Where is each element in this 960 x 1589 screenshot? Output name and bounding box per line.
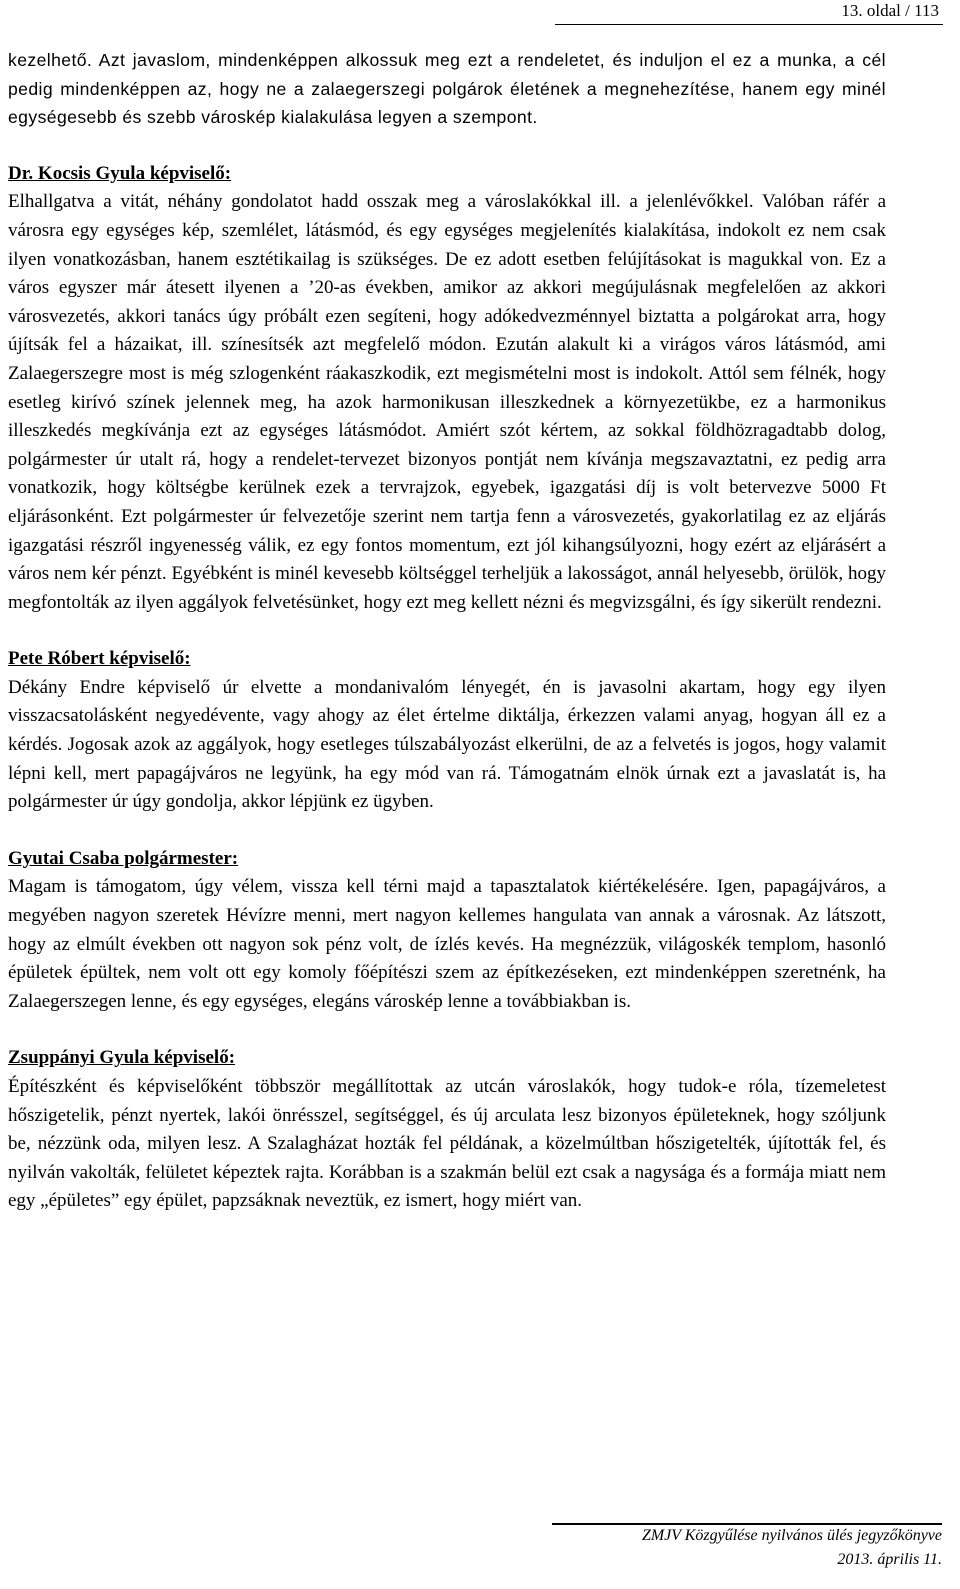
speech-paragraph: Elhallgatva a vitát, néhány gondolatot hadd osszak meg a városlakókkal ill. a jelenlévőkkel. Valóban ráfér a városra egy egységes kép, szemlélet, látásmód, és egy egységes megjelenítés kialakítása, indokolt ez nem csak ilyen vonatkozásban, hanem esztétikailag is szükséges. De ez adott esetben felújításokat is magukkal von. Ez a város egyszer már átesett ilyenen a ’20-as években, amikor az akkori megújulásnak megfelelően az akkori városvezetés, akkori tanács úgy próbált ezen segíteni, hogy adókedvezménnyel biztatta a polgárokat arra, hogy újítsák fel a házaikat, ill. színesítsék azt megfelelő módon. Ezután alakult ki a virágos város látásmód, ami Zalaegerszegre most is még szlogenként ráakaszkodik, ezt megismételni most is indokolt. Attól sem félnék, hogy esetleg kirívó színek jelennek meg, ha azok harmonikusan illeszkednek a környezetükbe, ez a harmonikus illeszkedés megkívánja ezt az egységes látásmódot. Amiért szót kértem, az sokkal földhözragadtabb dolog, polgármester úr utalt rá, hogy a rendelet-tervezet bizonyos pontját nem kívánja megszavaztatni, ez pedig arra vonatkozik, hogy költségbe kerülnek ezek a tervrajzok, egyebek, igazgatási díj is volt betervezve 5000 Ft eljárásonként. Ezt polgármester úr felvezetője szerint nem tartja fenn a városvezetés, gyakorlatilag ez az eljárás igazgatási részről ingyenesség válik, ez egy fontos momentum, ezt jól kihangsúlyozni, hogy ezért az eljárásért a város nem kér pénzt. Egyébként is minél kevesebb költséggel terheljük a lakosságot, annál helyesebb, örülök, hogy megfontolták az ilyen aggályok felvetésünket, hogy ezt meg kellett nézni és megvizsgálni, és így sikerült rendezni. xyxy=(8,191,886,613)
footer-divider xyxy=(552,1523,942,1525)
speaker-section xyxy=(8,1044,886,1216)
speaker-section xyxy=(8,645,886,817)
footer-date: 2013. április 11. xyxy=(837,1551,942,1568)
speaker-name: Dr. Kocsis Gyula képviselő: xyxy=(8,162,232,184)
intro-paragraph: kezelhető. Azt javaslom, mindenképpen alkossuk meg ezt a rendeletet, és induljon el ez a munka, a cél pedig mindenképpen az, hogy ne a zalaegerszegi polgárok életének a megnehezítése, hanem egy minél egységesebb és szebb városkép kialakulása legyen a szempont. xyxy=(8,50,886,128)
speaker-name: Gyutai Csaba polgármester: xyxy=(8,847,239,869)
speaker-section xyxy=(8,160,886,618)
page-number: 13. oldal / 113 xyxy=(841,1,939,20)
intro-block xyxy=(8,46,886,132)
document-body xyxy=(8,46,886,1216)
footer-title: ZMJV Közgyűlése nyilvános ülés jegyzőkönyve xyxy=(641,1527,942,1544)
speech-paragraph: Építészként és képviselőként többször megállítottak az utcán városlakók, hogy tudok-e róla, tízemeletest hőszigetelik, pénzt nyertek, lakói önrésszel, segítséggel, és új arculata lesz bizonyos épületeknek, hogy szóljunk be, nézzünk oda, milyen lesz. A Szalagházat hozták fel példának, a közelmúltban hőszigetelték, újították fel, és nyilván vakolták, felületet képeztek rajta. Korábban is a szakmán belül ezt csak a nagysága és a formája miatt nem egy „épületes” egy épület, papzsáknak neveztük, ez ismert, hogy miért van. xyxy=(8,1076,886,1212)
speaker-name: Zsuppányi Gyula képviselő: xyxy=(8,1047,236,1069)
speaker-name: Pete Róbert képviselő: xyxy=(8,648,191,670)
speech-paragraph: Magam is támogatom, úgy vélem, vissza kell térni majd a tapasztalatok kiértékelésére. Igen, papagájváros, a megyében nagyon szeretek Hévízre menni, mert nagyon kellemes hangulata van annak a városnak. Az látszott, hogy az elmúlt években ott nagyon sok pénz volt, de ízlés kevés. Ha megnézzük, világoskék templom, hasonló épületek épültek, nem volt ott egy komoly főépítészi szem az építkezéseken, ezt mindenképpen szeretnénk, ha Zalaegerszegen lenne, és egy egységes, elegáns városkép lenne a továbbiakban is. xyxy=(8,876,886,1012)
speech-paragraph: Dékány Endre képviselő úr elvette a mondanivalóm lényegét, én is javasolni akartam, hogy egy ilyen visszacsatolásként negyedévente, vagy ahogy az élet értelme diktálja, érkezzen valami anyag, hogyan áll ez a kérdés. Jogosak azok az aggályok, hogy esetleges túlszabályozást elkerülni, de az a felvetés is jogos, hogy valamit lépni kell, mert papagájváros ne legyünk, ha egy mód van rá. Támogatnám elnök úrnak ezt a javaslatát is, ha polgármester úr úgy gondolja, akkor lépjünk ez ügyben. xyxy=(8,676,886,813)
page-header xyxy=(555,0,943,25)
speaker-section xyxy=(8,845,886,1017)
